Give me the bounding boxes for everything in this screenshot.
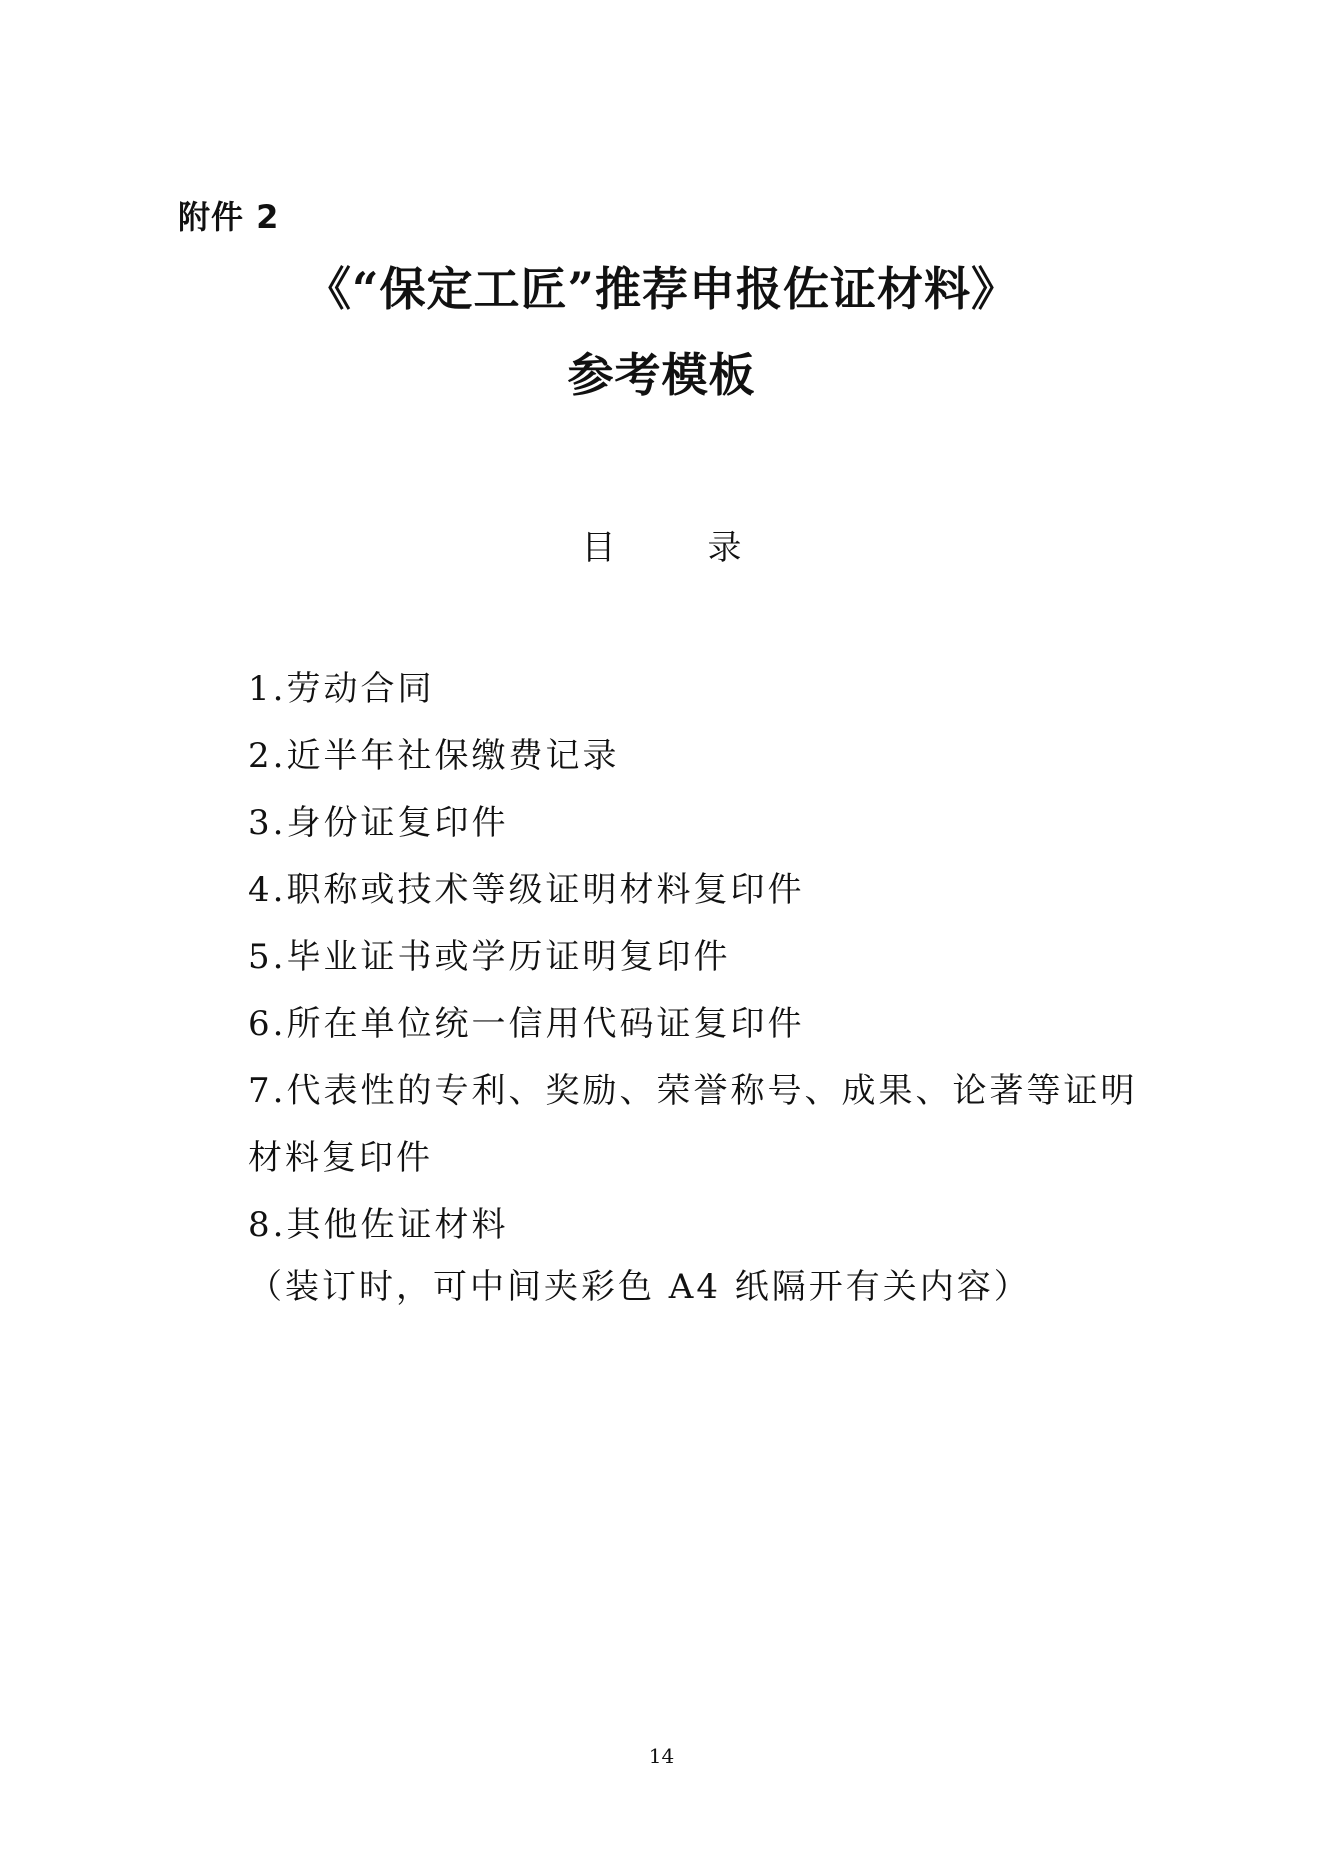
toc-heading: 目录 — [581, 528, 834, 568]
document-title: 《“保定工匠”推荐申报佐证材料》 — [305, 262, 1018, 316]
toc-item-2: 2.近半年社保缴费记录 — [248, 736, 620, 776]
toc-list — [248, 656, 1168, 1259]
toc-item-4: 4.职称或技术等级证明材料复印件 — [248, 870, 805, 910]
toc-item-3: 3.身份证复印件 — [248, 803, 509, 843]
toc-item-7: 7.代表性的专利、奖励、荣誉称号、成果、论著等证明材料复印件 — [248, 1071, 1138, 1178]
binding-note: （装订时，可中间夹彩色 A4 纸隔开有关内容） — [248, 1267, 1031, 1307]
toc-item-1: 1.劳动合同 — [248, 669, 435, 709]
attachment-label: 附件 2 — [178, 198, 280, 236]
page-number: 14 — [648, 1744, 675, 1768]
document-subtitle: 参考模板 — [567, 348, 756, 402]
toc-item-5: 5.毕业证书或学历证明复印件 — [248, 937, 731, 977]
toc-item-8: 8.其他佐证材料 — [248, 1205, 509, 1245]
toc-item-6: 6.所在单位统一信用代码证复印件 — [248, 1004, 805, 1044]
